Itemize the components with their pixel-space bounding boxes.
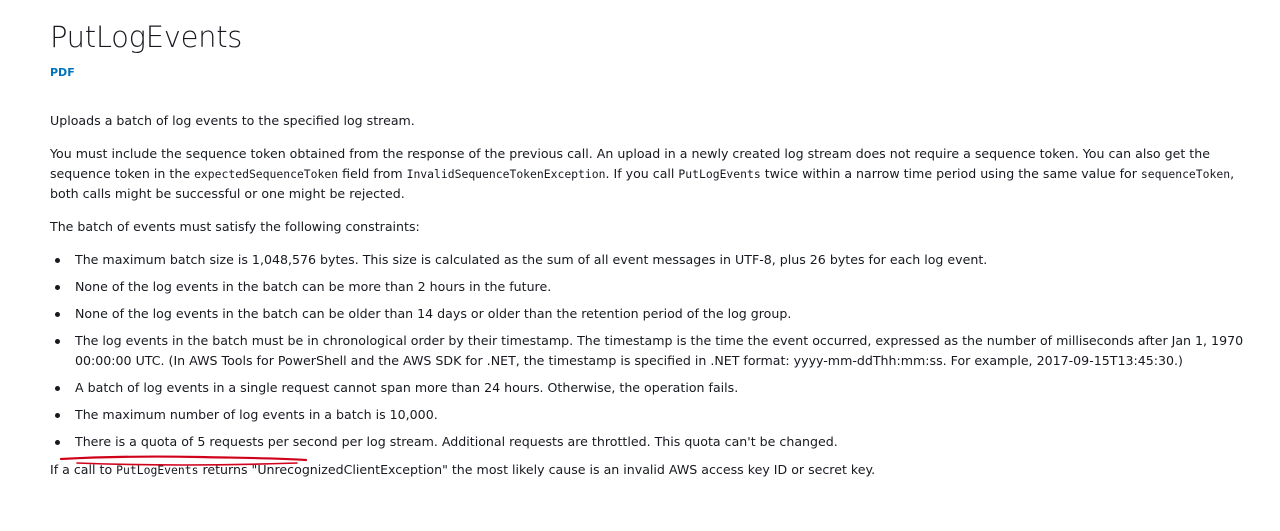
- text-span: twice within a narrow time period using the same value for: [760, 166, 1141, 181]
- list-item-text: None of the log events in the batch can be older than 14 days or older than the retention period of the log group.: [75, 306, 792, 321]
- bullet-icon: [55, 312, 60, 317]
- bullet-icon: [55, 413, 60, 418]
- list-item: [50, 405, 1250, 425]
- final-paragraph: [50, 460, 1250, 480]
- constraints-list: [50, 250, 1250, 452]
- intro-paragraph: Uploads a batch of log events to the specified log stream.: [50, 113, 415, 128]
- list-item: [50, 304, 1250, 324]
- list-item-text: There is a quota of 5 requests per second per log stream. Additional requests are throttled. This quota can't be changed.: [75, 434, 838, 449]
- list-item-text: The log events in the batch must be in chronological order by their timestamp. The timestamp is the time the event occurred, expressed as the number of milliseconds after Jan 1, 1970 00:00:00 UTC. (In AWS Tools for PowerShell and the AWS SDK for .NET, the timestamp is specified in .NET format: yyyy-mm-ddThh:mm:ss. For example, 2017-09-15T13:45:30.): [75, 333, 1244, 368]
- code-invalid-sequence-token-exception: InvalidSequenceTokenException: [406, 167, 606, 181]
- list-item: [50, 331, 1250, 371]
- list-item: [50, 250, 1250, 270]
- text-span: If a call to: [50, 462, 117, 477]
- code-put-log-events: PutLogEvents: [678, 167, 761, 181]
- text-span: You must include the sequence token obtained from the response of the previous call. An upload in a newly created log stream does not require a sequence token. You can also get the sequence token in the: [50, 146, 1210, 181]
- code-sequence-token: sequenceToken: [1140, 167, 1231, 181]
- list-item-text: None of the log events in the batch can be more than 2 hours in the future.: [75, 279, 552, 294]
- bullet-icon: [55, 386, 60, 391]
- bullet-icon: [55, 440, 60, 445]
- constraints-intro: The batch of events must satisfy the following constraints:: [50, 219, 420, 234]
- text-span: field from: [338, 166, 407, 181]
- list-item-quota: [50, 432, 1250, 452]
- code-put-log-events: PutLogEvents: [116, 463, 199, 477]
- list-item-text: A batch of log events in a single request cannot span more than 24 hours. Otherwise, the operation fails.: [75, 380, 739, 395]
- sequence-token-paragraph: [50, 144, 1250, 204]
- list-item-text: The maximum batch size is 1,048,576 bytes. This size is calculated as the sum of all event messages in UTF-8, plus 26 bytes for each log event.: [75, 252, 988, 267]
- text-span: returns "UnrecognizedClientException" the most likely cause is an invalid AWS access key ID or secret key.: [198, 462, 876, 477]
- code-expected-sequence-token: expectedSequenceToken: [194, 167, 339, 181]
- page-title: PutLogEvents: [50, 20, 243, 54]
- bullet-icon: [55, 285, 60, 290]
- list-item: [50, 378, 1250, 398]
- text-span: . If you call: [605, 166, 679, 181]
- doc-page: [50, 18, 1250, 480]
- list-item-text: The maximum number of log events in a batch is 10,000.: [75, 407, 438, 422]
- bullet-icon: [55, 339, 60, 344]
- pdf-link[interactable]: PDF: [50, 66, 75, 79]
- text-span: , both calls might be successful or one might be rejected.: [50, 166, 1235, 201]
- doc-body: [50, 111, 1250, 480]
- list-item: [50, 277, 1250, 297]
- bullet-icon: [55, 258, 60, 263]
